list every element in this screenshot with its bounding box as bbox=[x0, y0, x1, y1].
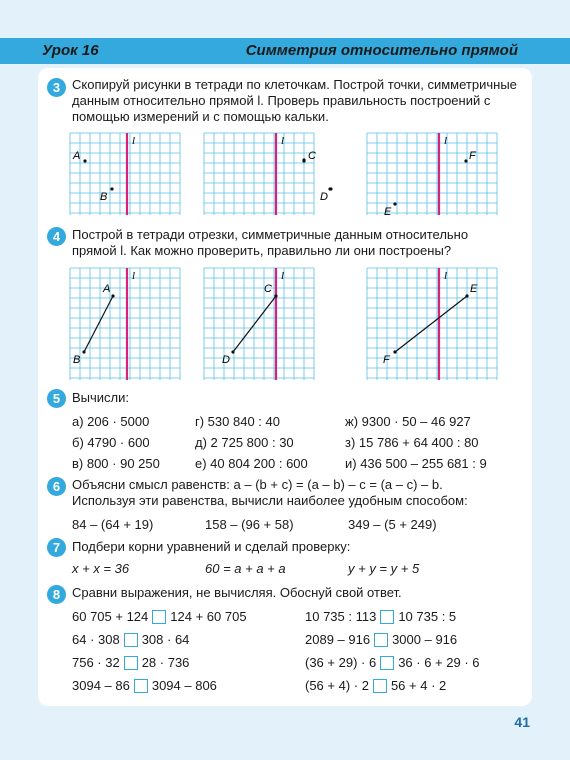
point-d-label: D bbox=[222, 354, 230, 366]
point-a-label: A bbox=[73, 150, 81, 162]
grid-3-3 bbox=[367, 133, 507, 218]
point-c-label: C bbox=[308, 150, 316, 162]
task-3-line-2: данным относительно прямой l. Проверь правильность построений с bbox=[72, 93, 491, 108]
point-b-label: B bbox=[73, 354, 81, 366]
point-e-label: E bbox=[470, 283, 478, 295]
compare-right: 3094 – 806 bbox=[151, 678, 217, 693]
equation: 60 = a + a + a bbox=[205, 561, 286, 576]
compare-left: 10 735 : 113 bbox=[305, 609, 377, 624]
task-7-line-1: Подбери корни уравнений и сделай проверку: bbox=[72, 539, 351, 554]
calc-item: д) 2 725 800 : 30 bbox=[195, 435, 294, 450]
lesson-topic: Симметрия относительно прямой bbox=[245, 42, 518, 59]
grid-4-2 bbox=[204, 268, 314, 380]
calc-item: в) 800 · 90 250 bbox=[72, 456, 160, 471]
segment-ab bbox=[84, 296, 113, 352]
compare-left: (36 + 29) · 6 bbox=[305, 655, 377, 670]
task-6-line-2: Используя эти равенства, вычисли наиболее удобным способом: bbox=[72, 493, 468, 508]
compare-row bbox=[305, 632, 457, 647]
point-a bbox=[83, 159, 86, 162]
point-d-label: D bbox=[320, 191, 328, 203]
task-6-expr: 349 – (5 + 249) bbox=[348, 517, 437, 532]
task-5-title: Вычисли: bbox=[72, 390, 130, 405]
equation: y + y = y + 5 bbox=[348, 561, 420, 576]
task-4-line-1: Построй в тетради отрезки, симметричные данным относительно bbox=[72, 227, 469, 242]
point-e bbox=[393, 202, 396, 205]
compare-box[interactable] bbox=[124, 656, 138, 670]
task-4-line-2: прямой l. Как можно проверить, правильно ли они построены? bbox=[72, 243, 452, 258]
calc-item: з) 15 786 + 64 400 : 80 bbox=[345, 435, 479, 450]
point-d-dot bbox=[329, 187, 332, 190]
task-6-expr: 84 – (64 + 19) bbox=[72, 517, 154, 532]
page-number: 41 bbox=[514, 714, 530, 730]
grid-4-3 bbox=[367, 268, 507, 380]
point-c bbox=[274, 294, 277, 297]
line-label: l bbox=[281, 135, 285, 147]
task-6-number: 6 bbox=[47, 477, 66, 496]
line-label: l bbox=[444, 270, 448, 282]
point-a-label: A bbox=[103, 283, 111, 295]
calc-item: е) 40 804 200 : 600 bbox=[195, 456, 308, 471]
compare-row bbox=[305, 609, 456, 624]
lesson-header bbox=[0, 38, 570, 64]
point-c-label: C bbox=[264, 283, 272, 295]
line-label: l bbox=[132, 135, 136, 147]
compare-left: 756 · 32 bbox=[72, 655, 120, 670]
grid-3-1 bbox=[70, 133, 180, 215]
point-c-dot bbox=[302, 158, 305, 161]
compare-right: 3000 – 916 bbox=[392, 632, 458, 647]
compare-row bbox=[305, 678, 446, 693]
compare-box[interactable] bbox=[373, 679, 387, 693]
grid-4-1 bbox=[70, 268, 180, 380]
point-e-label: E bbox=[384, 206, 392, 218]
compare-row bbox=[72, 609, 247, 624]
line-label: l bbox=[281, 270, 285, 282]
point-b-label: B bbox=[100, 191, 108, 203]
compare-right: 36 · 6 + 29 · 6 bbox=[398, 655, 480, 670]
compare-box[interactable] bbox=[380, 610, 394, 624]
compare-row bbox=[72, 678, 217, 693]
compare-row bbox=[72, 632, 189, 647]
point-b bbox=[110, 187, 113, 190]
compare-left: 2089 – 916 bbox=[305, 632, 371, 647]
compare-box[interactable] bbox=[124, 633, 138, 647]
compare-box[interactable] bbox=[380, 656, 394, 670]
calc-item: и) 436 500 – 255 681 : 9 bbox=[345, 456, 487, 471]
compare-right: 308 · 64 bbox=[141, 632, 190, 647]
task-3-line-1: Скопируй рисунки в тетради по клеточкам. Построй точки, симметричные bbox=[72, 77, 517, 92]
segment-cd bbox=[233, 296, 276, 352]
compare-right: 56 + 4 · 2 bbox=[390, 678, 447, 693]
compare-left: 3094 – 86 bbox=[72, 678, 130, 693]
task-5-number: 5 bbox=[47, 389, 66, 408]
calc-item: б) 4790 · 600 bbox=[72, 435, 150, 450]
segment-ef bbox=[395, 296, 467, 352]
compare-right: 124 + 60 705 bbox=[170, 609, 247, 624]
equation: x + x = 36 bbox=[72, 561, 130, 576]
task-6-expr: 158 – (96 + 58) bbox=[205, 517, 294, 532]
point-e bbox=[465, 294, 468, 297]
compare-row bbox=[305, 655, 480, 670]
point-f-label: F bbox=[469, 150, 476, 162]
point-b bbox=[82, 350, 85, 353]
compare-left: (56 + 4) · 2 bbox=[305, 678, 369, 693]
compare-right: 28 · 736 bbox=[141, 655, 190, 670]
task-6-line-1: Объясни смысл равенств: a – (b + c) = (a – b) – c = (a – c) – b. bbox=[72, 477, 443, 492]
compare-left: 64 · 308 bbox=[72, 632, 120, 647]
line-label: l bbox=[132, 270, 136, 282]
point-f-label: F bbox=[383, 354, 390, 366]
task-7-number: 7 bbox=[47, 538, 66, 557]
grid-3-2-points bbox=[204, 133, 328, 215]
compare-box[interactable] bbox=[374, 633, 388, 647]
compare-box[interactable] bbox=[152, 610, 166, 624]
calc-item: а) 206 · 5000 bbox=[72, 414, 150, 429]
task-3-number: 3 bbox=[47, 78, 66, 97]
line-label: l bbox=[444, 135, 448, 147]
task-8-line-1: Сравни выражения, не вычисляя. Обоснуй свой ответ. bbox=[72, 585, 402, 600]
compare-left: 60 705 + 124 bbox=[72, 609, 149, 624]
task-4-number: 4 bbox=[47, 227, 66, 246]
lesson-number: Урок 16 bbox=[42, 42, 99, 59]
point-f bbox=[464, 159, 467, 162]
point-a bbox=[111, 294, 114, 297]
compare-box[interactable] bbox=[134, 679, 148, 693]
compare-right: 10 735 : 5 bbox=[398, 609, 457, 624]
point-d bbox=[231, 350, 234, 353]
calc-item: ж) 9300 · 50 – 46 927 bbox=[345, 414, 471, 429]
task-3-line-3: помощью измерений и с помощью кальки. bbox=[72, 109, 329, 124]
task-8-number: 8 bbox=[47, 585, 66, 604]
compare-row bbox=[72, 655, 189, 670]
calc-item: г) 530 840 : 40 bbox=[195, 414, 280, 429]
point-f bbox=[393, 350, 396, 353]
